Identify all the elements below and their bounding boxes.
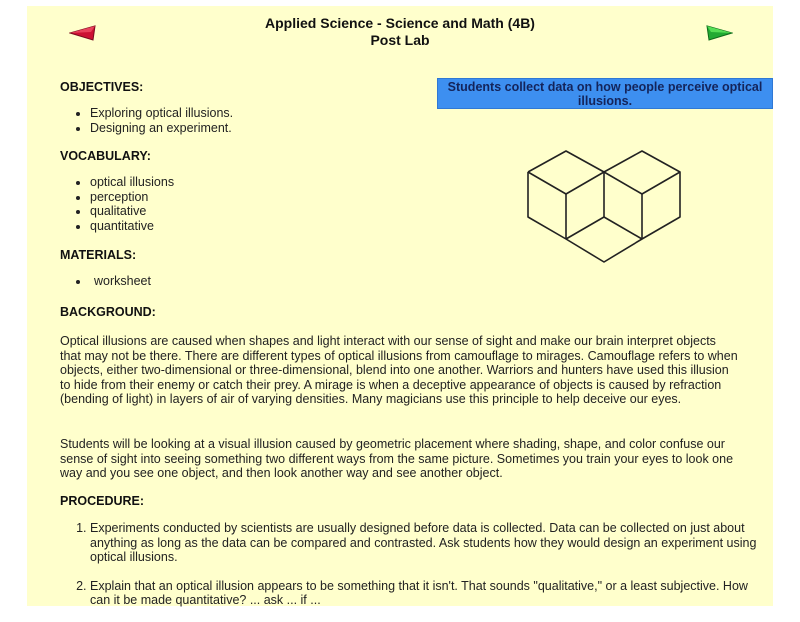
previous-page-button[interactable] (69, 25, 97, 41)
objective-item: • Designing an experiment. (90, 121, 430, 136)
stacked-cubes-illustration (525, 148, 690, 268)
title-line-2: Post Lab (370, 32, 430, 48)
cube-illusion-figure (525, 148, 690, 268)
procedure-step: 2. Explain that an optical illusion appears to be something that it isn't. That sounds "qualitative," or a least subjective. How can it be made quantitative? ... ask ... if ... (90, 579, 770, 608)
green-right-arrow-icon (705, 25, 733, 41)
objectives-heading: OBJECTIVES: (60, 80, 144, 94)
red-left-arrow-icon (69, 25, 97, 41)
title-line-1: Applied Science - Science and Math (4B) (265, 15, 535, 31)
vocabulary-heading: VOCABULARY: (60, 149, 151, 163)
vocabulary-list (60, 175, 174, 233)
materials-item: • worksheet (90, 274, 151, 289)
materials-list (60, 274, 151, 289)
summary-banner: Students collect data on how people perceive optical illusions. (437, 78, 773, 109)
vocabulary-item: • perception (90, 190, 174, 205)
background-paragraph-1: Optical illusions are caused when shapes and light interact with our sense of sight and make our brain interpret objects that may not be there. There are different types of optical illusions from camouflage to mirages. Camouflage refers to when objects, either two-dimensional or three-dimensional, blend into one another. Warriors and hunters have used this illusion to hide from their enemy or catch their prey. A mirage is when a deceptive appearance of objects is caused by refraction (bending of light) in layers of air of varying densities. Many magicians use this principle to help deceive our eyes. (60, 334, 738, 407)
materials-heading: MATERIALS: (60, 248, 137, 262)
objective-item: • Exploring optical illusions. (90, 106, 430, 121)
next-page-button[interactable] (705, 25, 733, 41)
vocabulary-item: • optical illusions (90, 175, 174, 190)
page-title (200, 15, 600, 49)
vocabulary-item: • qualitative (90, 204, 174, 219)
procedure-heading: PROCEDURE: (60, 494, 145, 508)
procedure-list (60, 521, 770, 622)
background-paragraph-2: Students will be looking at a visual illusion caused by geometric placement where shading, shape, and color confuse our sense of sight into seeing something two different ways from the same picture. Sometimes you train your eyes to look one way and you see one object, and then look another way and see another object. (60, 437, 734, 481)
procedure-step: 1. Experiments conducted by scientists are usually designed before data is collected. Data can be collected on just about anything as long as the data can be compared and contrasted. Ask students how they would design an experiment using optical illusions. (90, 521, 770, 565)
objectives-list (60, 106, 430, 135)
background-heading: BACKGROUND: (60, 305, 156, 319)
vocabulary-item: • quantitative (90, 219, 174, 234)
